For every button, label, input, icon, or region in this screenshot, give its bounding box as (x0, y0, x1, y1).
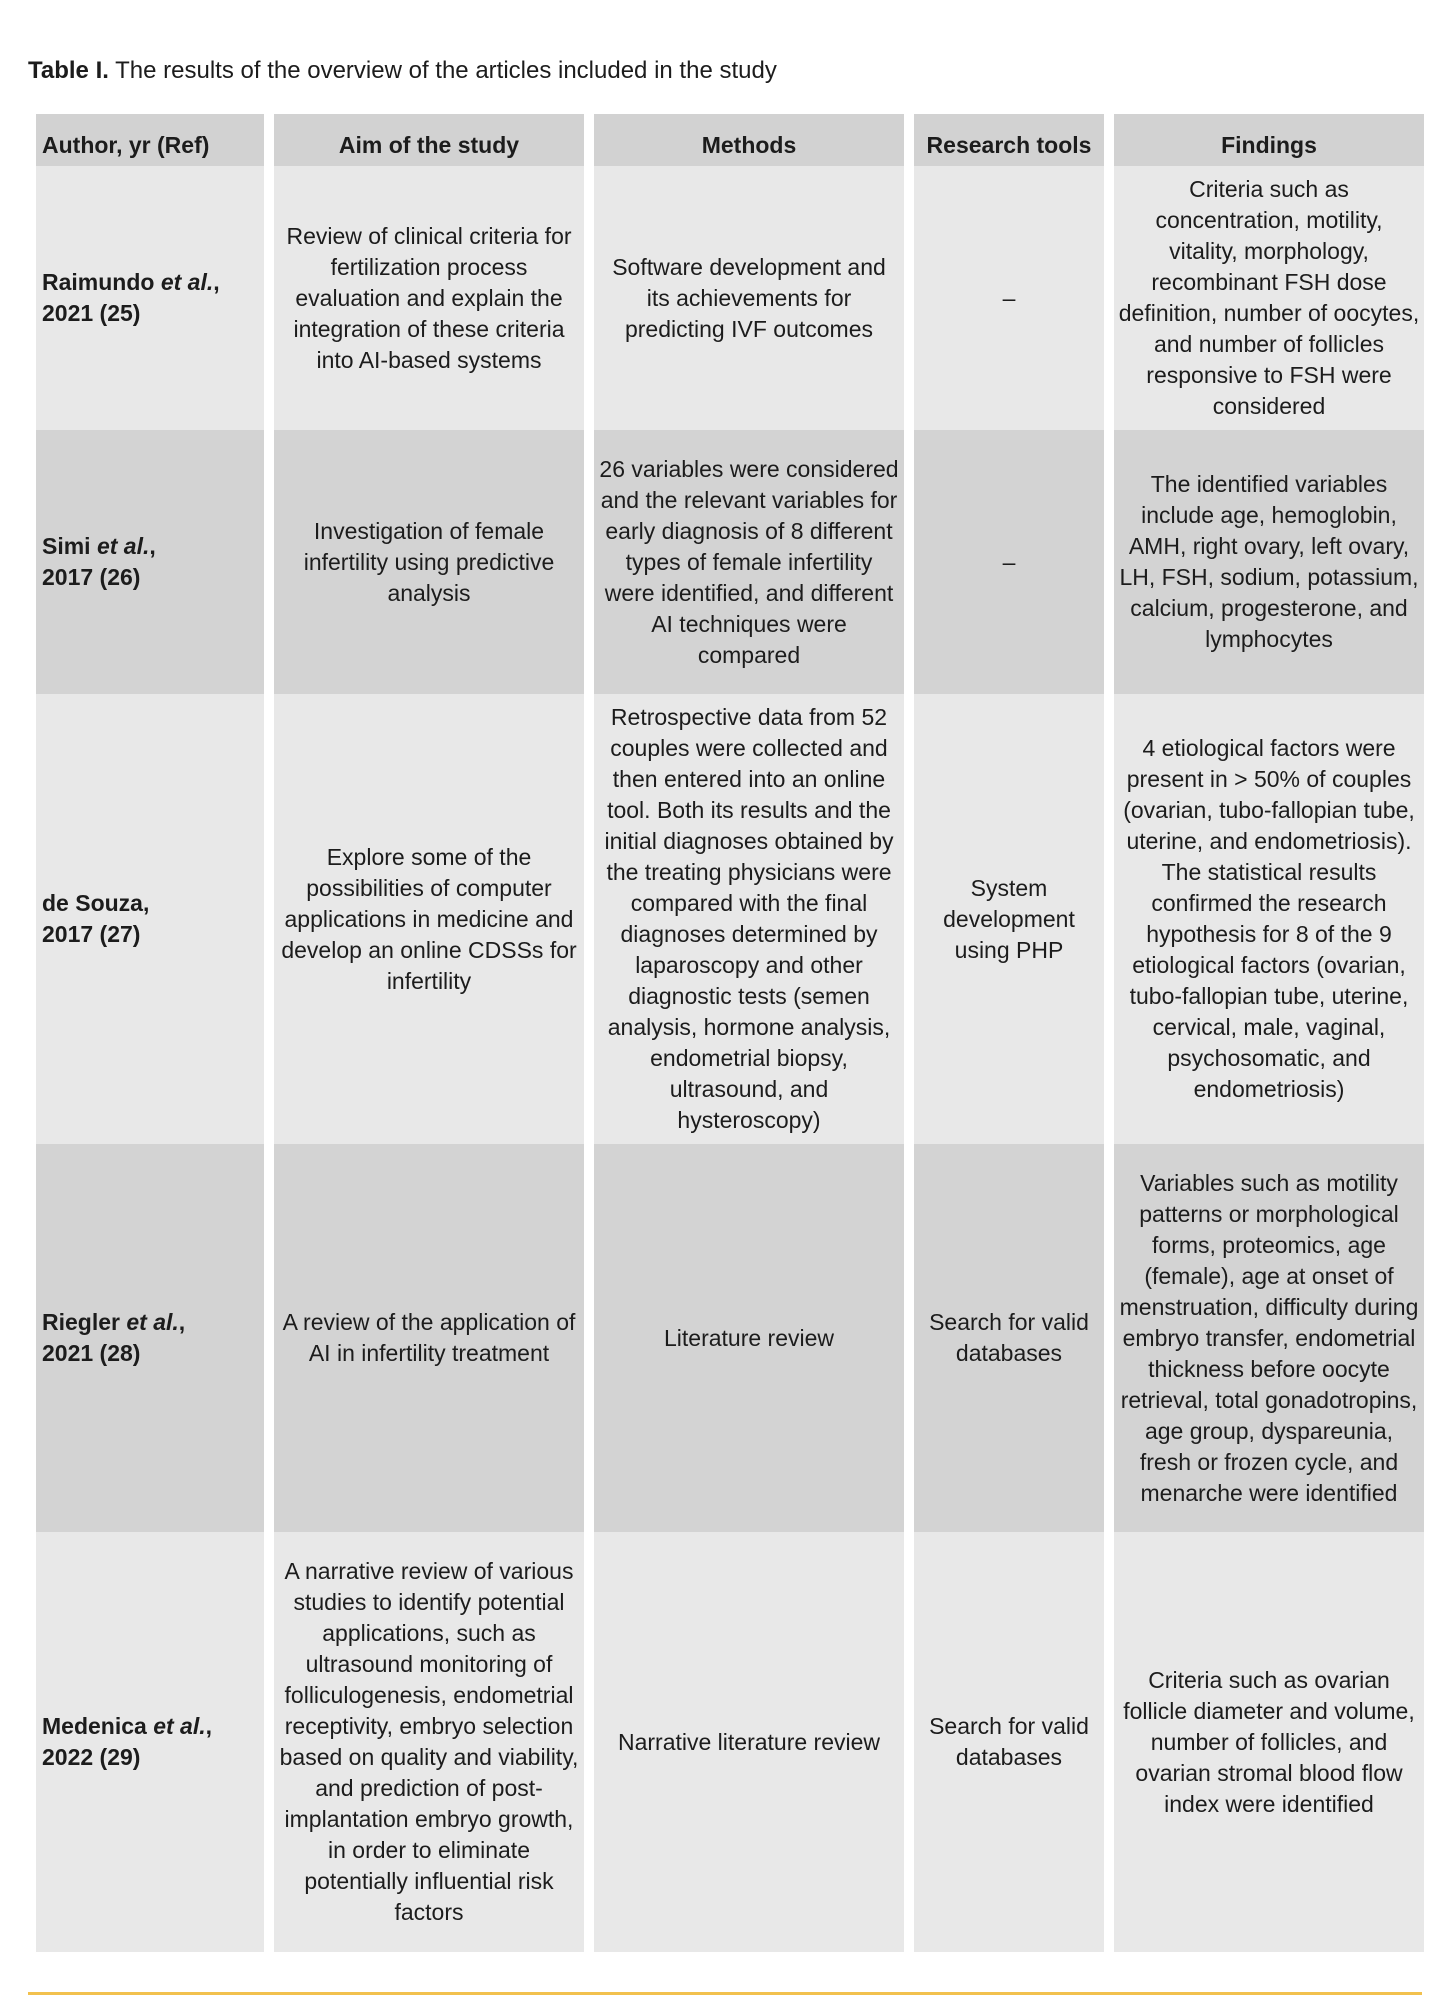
row-4-methods: Literature review (594, 1144, 904, 1532)
row-2-tools: – (914, 430, 1104, 694)
row-4-author-etal: et al. (126, 1309, 179, 1335)
row-3-methods: Retrospective data from 52 couples were collected and then entered into an online tool. Both its results and the initial diagnoses obtained by the treating physicians were compared with the final diagnoses determined by laparoscopy and other diagnostic tests (semen analysis, hormone analysis, endometrial biopsy, ultrasound, and hysteroscopy) (594, 694, 904, 1144)
row-3-tools: System development using PHP (914, 694, 1104, 1144)
row-1-author-etal: et al. (160, 269, 214, 295)
table-caption (28, 56, 777, 86)
row-2-author-name: Simi (42, 533, 97, 559)
row-5-findings: Criteria such as ovarian follicle diameter and volume, number of follicles, and ovarian stromal blood flow index were identified (1114, 1532, 1424, 1952)
header-findings: Findings (1114, 114, 1424, 166)
row-1-author-year: 2021 (25) (42, 300, 141, 326)
row-5-methods: Narrative literature review (594, 1532, 904, 1952)
row-1-author-suffix: , (213, 269, 220, 295)
row-5-author-name: Medenica (42, 1713, 154, 1739)
articles-table (36, 114, 1420, 1952)
row-2-author-year: 2017 (26) (42, 564, 141, 590)
row-2-findings: The identified variables include age, hemoglobin, AMH, right ovary, left ovary, LH, FSH, sodium, potassium, calcium, progesterone, and lymphocytes (1114, 430, 1424, 694)
header-author: Author, yr (Ref) (36, 114, 264, 166)
row-1-aim: Review of clinical criteria for fertilization process evaluation and explain the integration of these criteria into AI-based systems (274, 166, 584, 430)
row-1-findings: Criteria such as concentration, motility, vitality, morphology, recombinant FSH dose definition, number of oocytes, and number of follicles responsive to FSH were considered (1114, 166, 1424, 430)
header-research-tools: Research tools (914, 114, 1104, 166)
row-3-findings: 4 etiological factors were present in > 50% of couples (ovarian, tubo-fallopian tube, uterine, and endometriosis). The statistical results confirmed the research hypothesis for 8 of the 9 etiological factors (ovarian, tubo-fallopian tube, uterine, cervical, male, vaginal, psychosomatic, and endometriosis) (1114, 694, 1424, 1144)
row-2-author-etal: et al. (96, 533, 150, 559)
row-4-author (36, 1144, 264, 1532)
row-4-author-name: Riegler (42, 1309, 127, 1335)
table-caption-text: The results of the overview of the articles included in the study (115, 57, 777, 84)
row-3-author-name: de Souza, (42, 890, 150, 916)
row-4-aim: A review of the application of AI in infertility treatment (274, 1144, 584, 1532)
row-1-author-name: Raimundo (42, 269, 161, 295)
row-2-author (36, 430, 264, 694)
row-4-author-suffix: , (178, 1309, 186, 1335)
row-1-methods: Software development and its achievements for predicting IVF outcomes (594, 166, 904, 430)
header-methods: Methods (594, 114, 904, 166)
row-5-author-etal: et al. (153, 1713, 206, 1739)
row-4-tools: Search for valid databases (914, 1144, 1104, 1532)
row-2-methods: 26 variables were considered and the relevant variables for early diagnosis of 8 different types of female infertility were identified, and different AI techniques were compared (594, 430, 904, 694)
row-5-author-year: 2022 (29) (42, 1744, 141, 1770)
row-4-author-year: 2021 (28) (42, 1340, 141, 1366)
footer-divider (28, 1992, 1422, 1995)
row-5-author (36, 1532, 264, 1952)
row-2-aim: Investigation of female infertility using predictive analysis (274, 430, 584, 694)
row-4-findings: Variables such as motility patterns or morphological forms, proteomics, age (female), age at onset of menstruation, difficulty during embryo transfer, endometrial thickness before oocyte retrieval, total gonadotropins, age group, dyspareunia, fresh or frozen cycle, and menarche were identified (1114, 1144, 1424, 1532)
row-5-aim: A narrative review of various studies to identify potential applications, such as ultrasound monitoring of folliculogenesis, endometrial receptivity, embryo selection based on quality and viability, and prediction of post-implantation embryo growth, in order to eliminate potentially influential risk factors (274, 1532, 584, 1952)
table-caption-label: Table I. (28, 57, 109, 84)
row-3-author-year: 2017 (27) (42, 921, 141, 947)
row-3-aim: Explore some of the possibilities of computer applications in medicine and develop an online CDSSs for infertility (274, 694, 584, 1144)
row-3-author (36, 694, 264, 1144)
row-1-tools: – (914, 166, 1104, 430)
row-5-author-suffix: , (205, 1713, 213, 1739)
header-aim: Aim of the study (274, 114, 584, 166)
row-2-author-suffix: , (149, 533, 156, 559)
row-5-tools: Search for valid databases (914, 1532, 1104, 1952)
row-1-author (36, 166, 264, 430)
